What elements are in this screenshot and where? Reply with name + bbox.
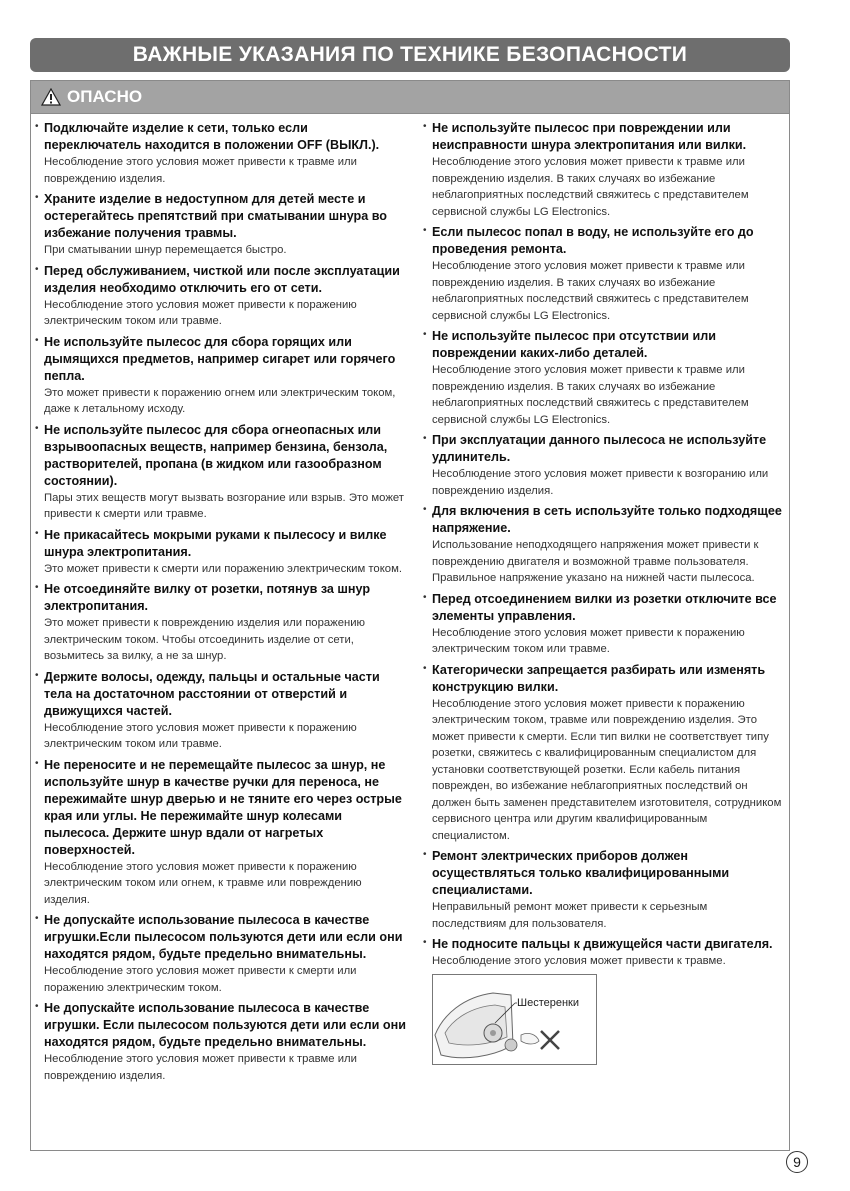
warning-item [35,581,407,665]
page-number: 9 [786,1151,808,1173]
warning-body: Несоблюдение этого условия может привести к возгоранию или повреждению изделия. [432,468,769,497]
warning-item [423,591,783,658]
warning-body: Это может привести к смерти или поражению электрическим током. [44,562,402,575]
vacuum-gears-icon [433,975,596,1064]
warning-item [35,263,407,330]
warning-heading: • Не допускайте использование пылесоса в качестве игрушки. Если пылесосом пользуются дети или если они находятся рядом, будьте предельно внимательны. [44,1001,406,1049]
warning-body: Несоблюдение этого условия может привести к травме или повреждению изделия. В таких случаях во избежание неблагоприятных последствий свяжитесь с представителем сервисной службы LG Electronics. [432,260,749,322]
warning-heading: • Не допускайте использование пылесоса в качестве игрушки.Если пылесосом пользуются дети или если они находятся рядом, будьте предельно внимательны. [44,913,403,961]
warning-item [35,191,407,259]
warning-item [423,662,783,845]
warning-body: Пары этих веществ могут вызвать возгорание или взрыв. Это может привести к смерти или травме. [44,491,404,520]
warning-heading: • Ремонт электрических приборов должен осуществляться только квалифицированными специалистами. [432,849,730,897]
warning-heading: • Не используйте пылесос при отсутствии или повреждении каких-либо деталей. [432,329,716,360]
warning-item [35,120,407,187]
warning-item [423,503,783,587]
warning-item [423,328,783,428]
warning-body: Несоблюдение этого условия может привести к травме или повреждению изделия. В таких случаях во избежание неблагоприятных последствий свяжитесь с представителем сервисной службы LG Electronics. [432,364,749,426]
warning-heading: • Подключайте изделие к сети, только если переключатель находится в положении OFF (ВЫКЛ.). [44,121,380,152]
gears-caption: Шестеренки [517,996,579,1009]
warning-heading: • Не используйте пылесос для сбора огнеопасных или взрывоопасных веществ, например бензина, бензола, растворителей, пропана (в жидком или газообразном состоянии). [44,422,388,488]
danger-header [31,81,789,114]
warning-heading: • Для включения в сеть используйте только подходящее напряжение. [432,504,782,535]
gears-illustration [432,974,597,1065]
warning-item [423,848,783,932]
warning-body: Несоблюдение этого условия может привести к поражению электрическим током или травме. [44,721,357,750]
warning-body: Несоблюдение этого условия может привести к смерти или поражению электрическим током. [44,965,357,994]
warning-heading: • При эксплуатации данного пылесоса не используйте удлинитель. [432,433,767,464]
warning-item [423,432,783,499]
warning-heading: • Категорически запрещается разбирать или изменять конструкцию вилки. [432,662,766,694]
warning-item [35,527,407,578]
warning-item [35,912,407,996]
warning-body: Несоблюдение этого условия может привести к поражению электрическим током или травме. [44,298,357,327]
warning-body: Это может привести к повреждению изделия или поражению электрическим током. Чтобы отсоединить изделие от сети, возьмитесь за вилку, а не за шнур. [44,617,366,662]
warning-heading: • Не используйте пылесос при повреждении или неисправности шнура электропитания или вилки. [432,121,747,152]
warning-item [35,422,407,523]
warning-heading: • Храните изделие в недоступном для детей месте и остерегайтесь препятствий при сматывании шнура во избежание получения травмы. [44,192,387,240]
warning-triangle-icon [41,88,61,106]
warning-heading: • Перед отсоединением вилки из розетки отключите все элементы управления. [432,591,777,623]
warning-heading: • Не переносите и не перемещайте пылесос за шнур, не используйте шнур в качестве ручки для переноса, не пережимайте шнур дверью и не тяните его через острые края или углы. Не пережимайте шнур колесами пылесоса. Держите шнур вдали от нагретых поверхностей. [44,757,402,857]
warning-heading: • Если пылесос попал в воду, не используйте его до проведения ремонта. [432,225,754,256]
danger-label: ОПАСНО [67,87,143,106]
warning-item [35,334,407,418]
warning-body: Это может привести к поражению огнем или электрическим током, даже к летальному исходу. [44,386,396,415]
warning-body: Несоблюдение этого условия может привести к поражению электрическим током или травме. [432,626,745,655]
warning-heading: • Не отсоединяйте вилку от розетки, потянув за шнур электропитания. [44,582,371,613]
page-title: ВАЖНЫЕ УКАЗАНИЯ ПО ТЕХНИКЕ БЕЗОПАСНОСТИ [132,43,688,66]
warning-heading: • Не прикасайтесь мокрыми руками к пылесосу и вилке шнура электропитания. [44,527,387,559]
left-column [35,116,407,1084]
warning-heading: • Перед обслуживанием, чисткой или после эксплуатации изделия необходимо отключить его от сети. [44,263,400,295]
warning-heading: • Держите волосы, одежду, пальцы и остальные части тела на достаточном расстоянии от отверстий и движущихся частей. [44,669,380,718]
right-column [423,116,783,1065]
warning-body: Несоблюдение этого условия может привести к травме или повреждению изделия. В таких случаях во избежание неблагоприятных последствий свяжитесь с представителем сервисной службы LG Electronics. [432,156,749,218]
warning-body: Несоблюдение этого условия может привести к травме или повреждению изделия. [44,156,357,185]
warning-item [35,1000,407,1084]
warning-heading: • Не подносите пальцы к движущейся части двигателя. [432,937,773,951]
warning-item [35,757,407,909]
danger-section [30,80,790,1151]
warning-body: Неправильный ремонт может привести к серьезным последствиям для пользователя. [432,901,708,930]
warning-body: Несоблюдение этого условия может привести к травме или повреждению изделия. [44,1053,357,1082]
warning-body: Использование неподходящего напряжения может привести к повреждению двигателя и возможной травме пользователя. Правильное напряжение указано на нижней части пылесоса. [432,539,759,584]
warning-item [423,936,783,970]
warning-heading: • Не используйте пылесос для сбора горящих или дымящихся предметов, например сигарет или горячего пепла. [44,334,396,383]
page-title-bar [30,38,790,72]
warning-body: Несоблюдение этого условия может привести к травме. [432,955,726,967]
warning-body: Несоблюдение этого условия может привести к поражению электрическим током или огнем, к травме или повреждению изделия. [44,860,362,906]
warning-item [35,669,407,753]
warning-body: При сматывании шнур перемещается быстро. [44,244,287,256]
warning-item [423,224,783,324]
warning-item [423,120,783,220]
warning-body: Несоблюдение этого условия может привести к поражению электрическим током, травме или повреждению изделия. Это может привести к смерти. Если тип вилки не соответствует типу розетки, свяжитесь с квалифицированным специалистом для установки соответствующей розетки. Если кабель питания поврежден, во избежание неблагоприятных последствий он должен быть заменен представителем изготовителя, сотрудником сервисного центра или другим квалифицированным специалистом. [432,697,782,842]
